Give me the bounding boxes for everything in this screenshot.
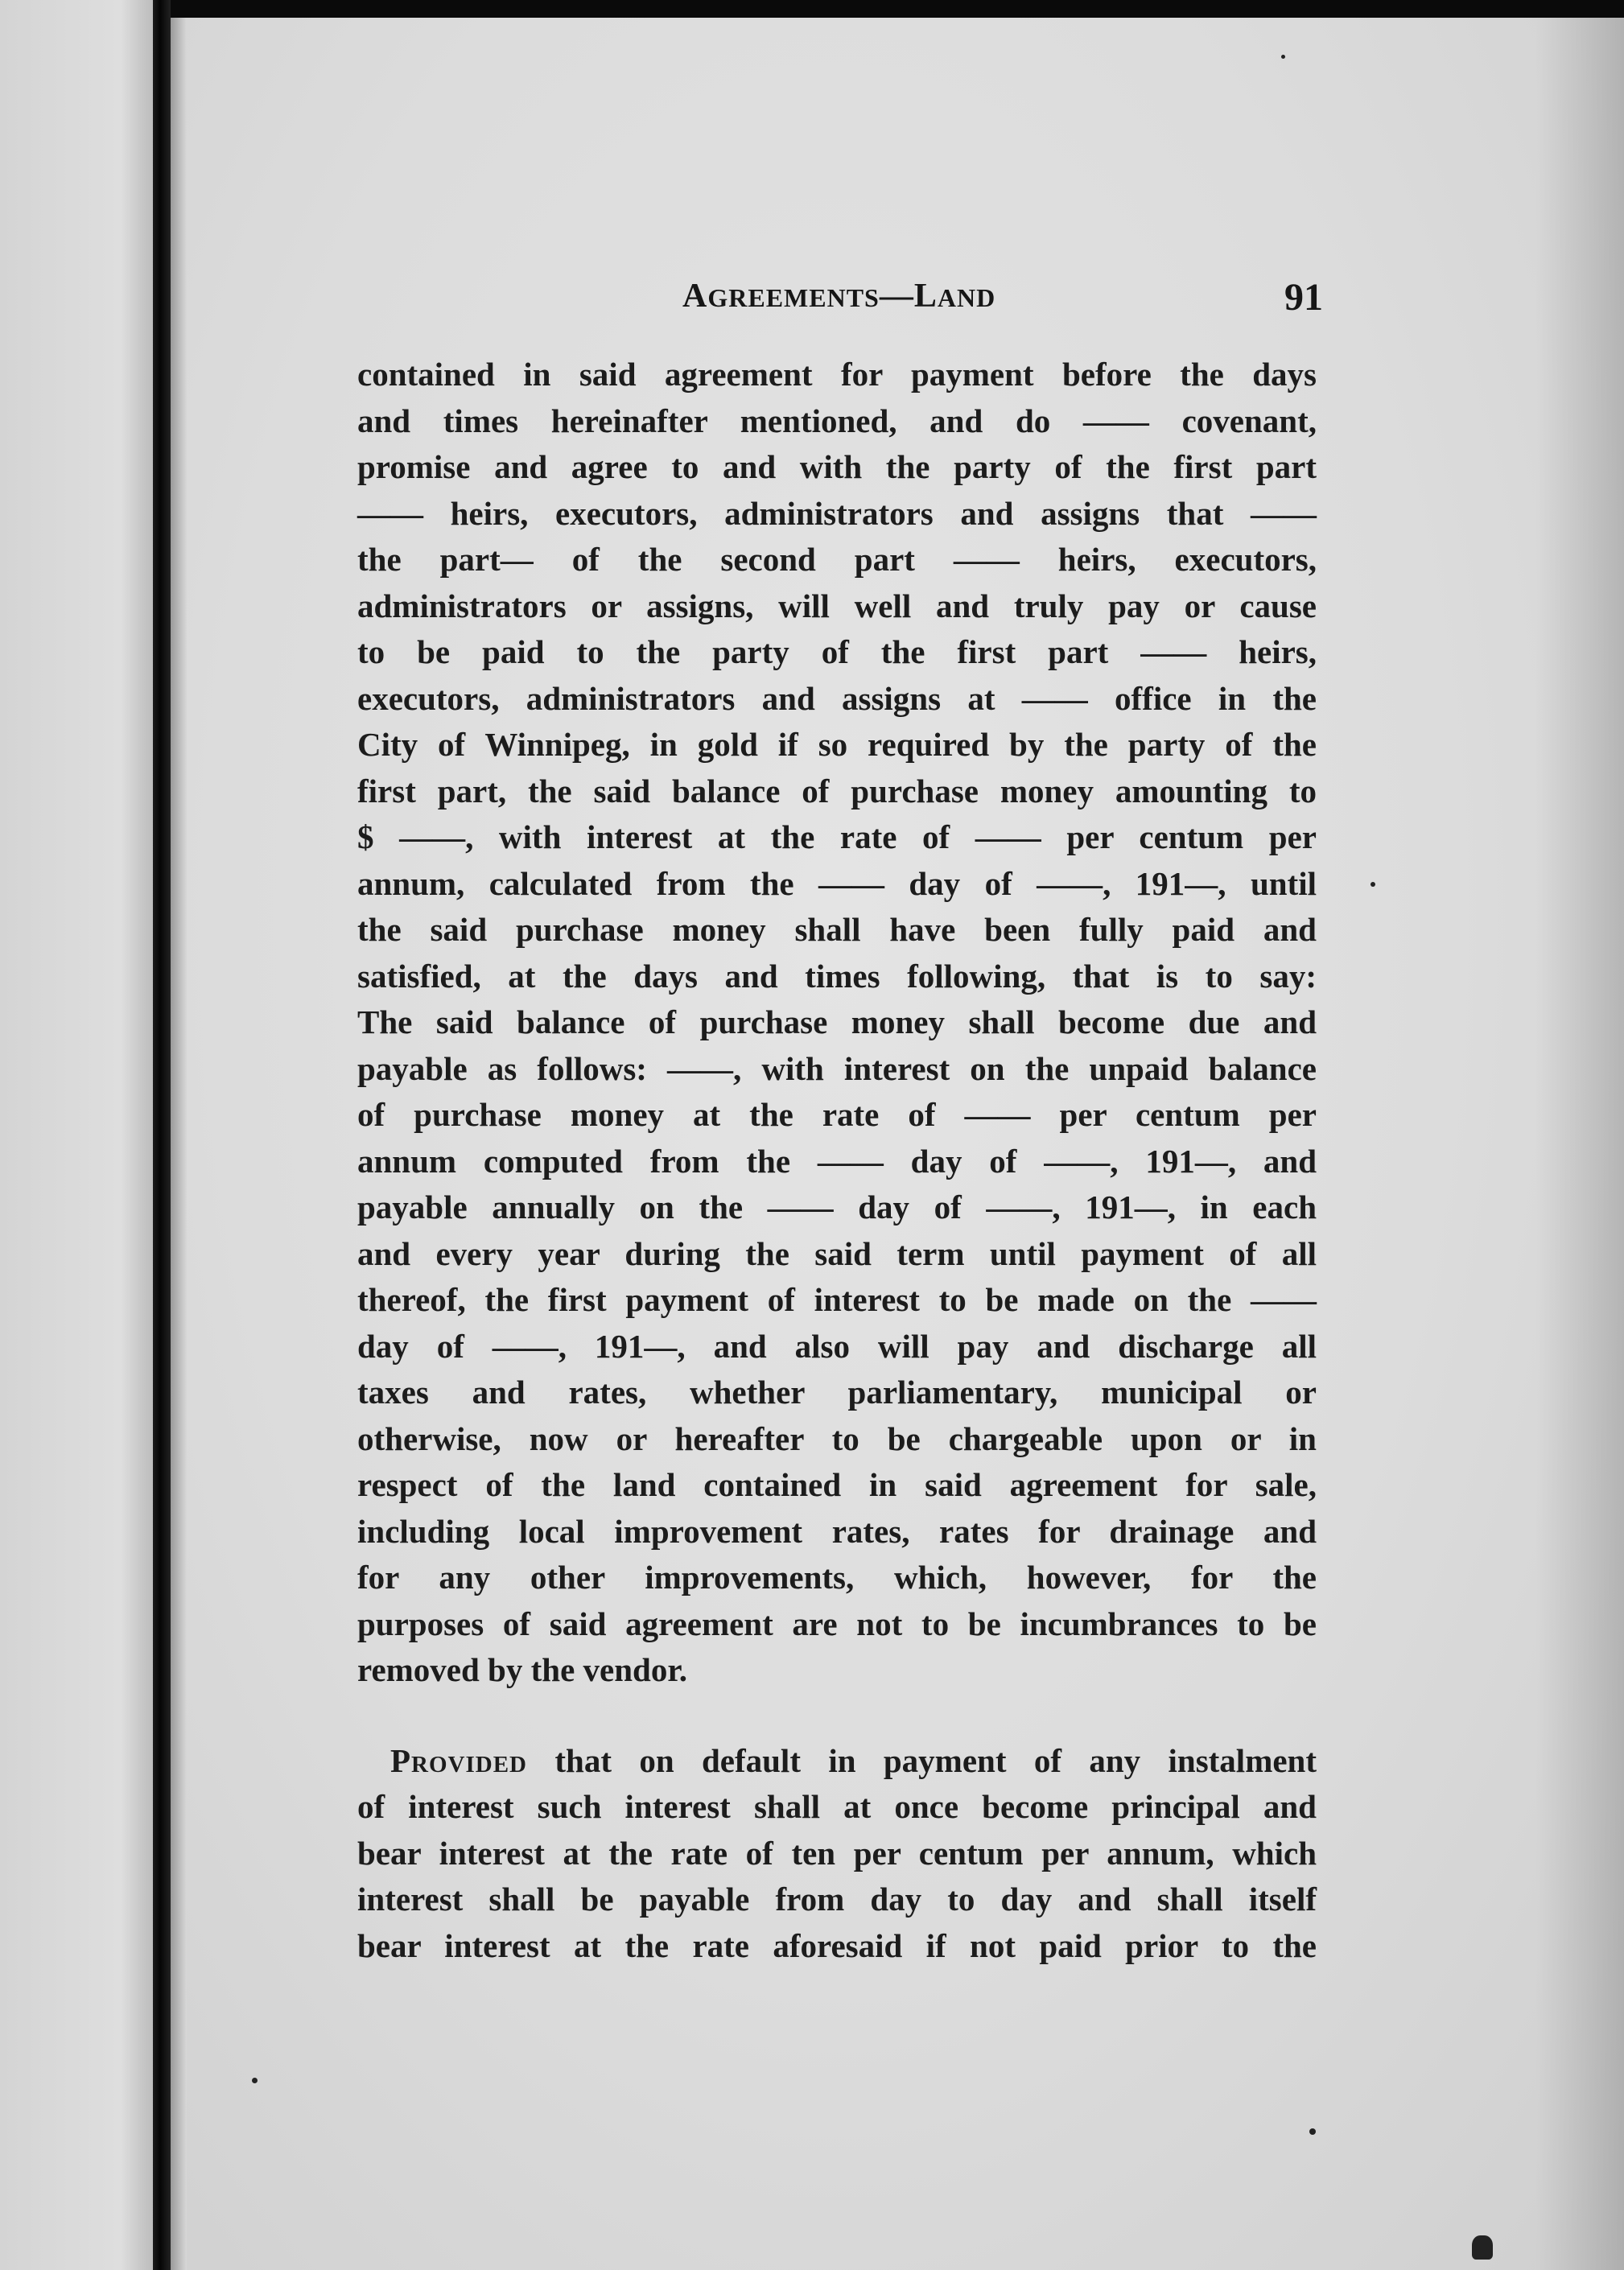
- paragraph-2: [357, 1738, 1317, 1970]
- text-line: bear interest at the rate aforesaid if not paid prior to the: [357, 1926, 1317, 1964]
- body-text: [357, 352, 1317, 1969]
- paragraph-1: [357, 352, 1317, 1694]
- text-line: taxes and rates, whether parliamentary, municipal or: [357, 1374, 1317, 1411]
- running-head: [682, 277, 995, 315]
- paragraph-gap: [357, 1694, 1317, 1738]
- text-line-provided: [357, 1738, 1317, 1785]
- scan-speck: [252, 2078, 258, 2083]
- text-line: —— heirs, executors, administrators and assigns that ——: [357, 494, 1317, 532]
- text-line: City of Winnipeg, in gold if so required by the party of the: [357, 726, 1317, 763]
- text-line: the part— of the second part —— heirs, executors,: [357, 541, 1317, 578]
- gutter-shadow: [171, 18, 187, 2270]
- text-line: executors, administrators and assigns at —— office in the: [357, 679, 1317, 717]
- text-line: satisfied, at the days and times following, that is to say:: [357, 957, 1317, 995]
- provided-line-rest: that on default in payment of any instalment: [527, 1741, 1317, 1779]
- text-line: The said balance of purchase money shall become due and: [357, 1003, 1317, 1040]
- scan-speck: [1472, 2235, 1493, 2260]
- page-number: 91: [1284, 276, 1323, 319]
- text-line: thereof, the first payment of interest to be made on the ——: [357, 1281, 1317, 1318]
- text-line: annum computed from the —— day of ——, 191—, and: [357, 1142, 1317, 1180]
- text-line: interest shall be payable from day to day and shall itself: [357, 1881, 1317, 1918]
- scan-top-border: [0, 0, 1624, 18]
- text-line: bear interest at the rate of ten per centum per annum, which: [357, 1834, 1317, 1872]
- scan-speck: [1309, 2128, 1316, 2135]
- text-line: payable as follows: ——, with interest on the unpaid balance: [357, 1049, 1317, 1087]
- text-line: removed by the vendor.: [357, 1651, 687, 1688]
- text-line: day of ——, 191—, and also will pay and discharge all: [357, 1327, 1317, 1365]
- text-line: to be paid to the party of the first part —— heirs,: [357, 633, 1317, 670]
- text-line: payable annually on the —— day of ——, 191—, in each: [357, 1189, 1317, 1226]
- text-line: administrators or assigns, will well and truly pay or cause: [357, 587, 1317, 624]
- text-line: purposes of said agreement are not to be incumbrances to be: [357, 1605, 1317, 1642]
- text-line: $ ——, with interest at the rate of —— per centum per: [357, 818, 1317, 855]
- text-line: the said purchase money shall have been fully paid and: [357, 911, 1317, 948]
- text-line: of purchase money at the rate of —— per centum per: [357, 1096, 1317, 1133]
- running-head-initial-a: A: [682, 278, 708, 315]
- text-line: first part, the said balance of purchase money amounting to: [357, 772, 1317, 810]
- text-line: contained in said agreement for payment before the days: [357, 356, 1317, 393]
- text-line: including local improvement rates, rates for drainage and: [357, 1512, 1317, 1550]
- facing-page-edge: [0, 0, 153, 2270]
- page-edge-shadow: [1535, 18, 1624, 2270]
- text-line: annum, calculated from the —— day of ——, 191—, until: [357, 864, 1317, 902]
- text-line: and times hereinafter mentioned, and do —— covenant,: [357, 402, 1317, 439]
- scan-speck: [1281, 55, 1285, 59]
- text-line: respect of the land contained in said agreement for sale,: [357, 1466, 1317, 1503]
- running-head-dash-l: —L: [879, 278, 938, 315]
- text-line: and every year during the said term until payment of all: [357, 1234, 1317, 1272]
- scan-speck: [1371, 882, 1375, 887]
- text-line: otherwise, now or hereafter to be chargeable upon or in: [357, 1419, 1317, 1457]
- text-line: of interest such interest shall at once become principal and: [357, 1788, 1317, 1825]
- text-line: for any other improvements, which, however, for the: [357, 1559, 1317, 1596]
- running-head-land: AND: [937, 283, 996, 312]
- provided-lead-word: Provided: [390, 1741, 528, 1779]
- running-head-agreements: GREEMENTS: [707, 283, 880, 312]
- text-line: promise and agree to and with the party of the first part: [357, 448, 1317, 485]
- book-spine: [153, 0, 171, 2270]
